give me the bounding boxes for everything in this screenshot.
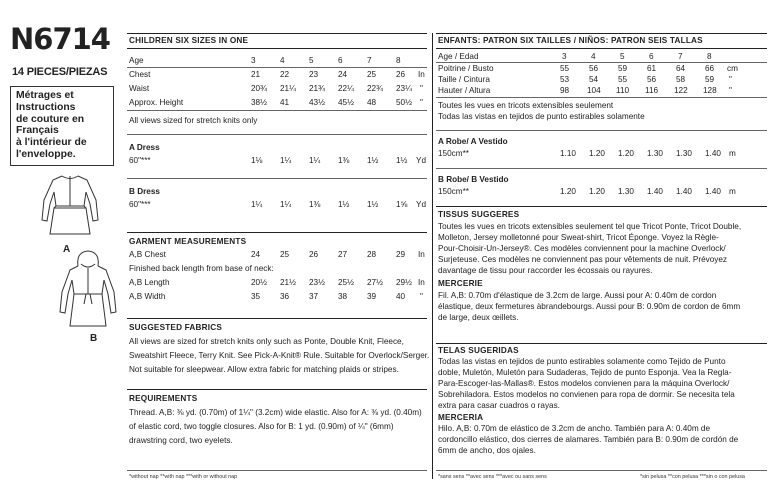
table-cell: 53 bbox=[560, 75, 570, 84]
table-cell: 20¾ bbox=[251, 84, 267, 93]
table-cell: 40 bbox=[396, 292, 406, 301]
table-cell: 25½ bbox=[338, 278, 354, 287]
table-cell: 48 bbox=[367, 98, 377, 107]
en-divider bbox=[127, 232, 427, 233]
table-unit: " bbox=[729, 75, 732, 84]
table-cell: 24 bbox=[338, 70, 348, 79]
table-cell: 55 bbox=[560, 64, 570, 73]
table-cell: 1.20 bbox=[618, 149, 634, 158]
en-dress-a-label: 60"*** bbox=[129, 156, 151, 165]
table-cell: 3 bbox=[562, 52, 567, 61]
en-dress-b-label: 60"*** bbox=[129, 200, 151, 209]
table-cell: 116 bbox=[645, 86, 659, 95]
table-cell: 1.20 bbox=[589, 149, 605, 158]
es-telas-line: doble, Muletón, Muletón para Sudaderas, Tejido de punto Esponja. Vea la Regla- bbox=[438, 368, 732, 377]
fr-divider bbox=[436, 343, 767, 344]
es-telas-line: Para-Escoger-las-Mallas®. Estos modelos convienen para la máquina Overlock/ bbox=[438, 379, 730, 388]
table-cell: 122 bbox=[674, 86, 688, 95]
en-fabrics-line: Not suitable for sleepwear. Allow extra fabric for matching plaids or stripes. bbox=[129, 365, 399, 374]
table-cell: 38 bbox=[338, 292, 348, 301]
french-box-line: Métrages et bbox=[16, 90, 74, 101]
table-cell: 35 bbox=[251, 292, 261, 301]
table-cell: 1¼ bbox=[251, 200, 263, 209]
es-stretch-note: Todas las vistas en tejidos de punto estirables solamente bbox=[438, 112, 645, 121]
table-divider bbox=[127, 67, 427, 68]
table-cell: 1.30 bbox=[676, 149, 692, 158]
table-cell: 5 bbox=[620, 52, 625, 61]
en-garment-chest-label: A,B Chest bbox=[129, 250, 166, 259]
table-cell: 4 bbox=[591, 52, 596, 61]
table-unit: " bbox=[420, 84, 423, 93]
en-requirements-title: REQUIREMENTS bbox=[129, 394, 198, 403]
table-cell: 3 bbox=[251, 56, 256, 65]
table-unit: Yd bbox=[416, 156, 427, 165]
en-garment-title: GARMENT MEASUREMENTS bbox=[129, 237, 247, 246]
table-cell: 43½ bbox=[309, 98, 325, 107]
es-telas-title: TELAS SUGERIDAS bbox=[438, 346, 519, 355]
table-cell: 23½ bbox=[309, 278, 325, 287]
table-row-label: Waist bbox=[129, 84, 150, 93]
table-cell: 22¾ bbox=[367, 84, 383, 93]
en-section-title: CHILDREN SIX SIZES IN ONE bbox=[129, 36, 249, 45]
french-box-line: l'enveloppe. bbox=[16, 148, 76, 160]
fr-dress-a-title: A Robe/ A Vestido bbox=[438, 137, 508, 146]
table-cell: 1.20 bbox=[560, 187, 576, 196]
table-unit: In bbox=[418, 70, 425, 79]
table-cell: 59 bbox=[705, 75, 715, 84]
table-cell: 1.30 bbox=[618, 187, 634, 196]
table-cell: 22¼ bbox=[338, 84, 354, 93]
fr-divider bbox=[436, 168, 767, 169]
en-divider bbox=[127, 389, 427, 390]
en-fabrics-title: SUGGESTED FABRICS bbox=[129, 323, 223, 332]
en-title-rule bbox=[127, 48, 427, 49]
table-cell: 22 bbox=[280, 70, 290, 79]
table-cell: 38½ bbox=[251, 98, 267, 107]
table-cell: 29 bbox=[396, 250, 406, 259]
es-merceria-line: 6mm de ancho, dos ojales. bbox=[438, 446, 536, 455]
table-cell: 110 bbox=[616, 86, 630, 95]
en-fabrics-line: All views are sized for stretch knits only such as Ponte, Double Knit, Fleece, bbox=[129, 337, 404, 346]
table-cell: 1¼ bbox=[309, 156, 321, 165]
fr-divider bbox=[436, 206, 767, 207]
table-cell: 26 bbox=[396, 70, 406, 79]
table-cell: 36 bbox=[280, 292, 290, 301]
fr-mercerie-line: Fil. A,B: 0.70m d'élastique de 3.2cm de large. Aussi pour A: 0.40m de cordon bbox=[438, 291, 717, 300]
table-row-label: Approx. Height bbox=[129, 98, 184, 107]
table-cell: 20½ bbox=[251, 278, 267, 287]
table-unit: " bbox=[729, 86, 732, 95]
table-row-label: Poitrine / Busto bbox=[438, 64, 494, 73]
table-unit: " bbox=[420, 98, 423, 107]
en-divider bbox=[127, 134, 427, 135]
table-row-label: Hauter / Altura bbox=[438, 86, 491, 95]
table-cell: 21¾ bbox=[309, 84, 325, 93]
table-cell: 1⅝ bbox=[396, 200, 408, 209]
table-cell: 58 bbox=[676, 75, 686, 84]
table-cell: 1½ bbox=[338, 200, 350, 209]
en-top-rule bbox=[127, 33, 427, 34]
figure-a-label: A bbox=[63, 244, 71, 255]
fr-tissus-line: Surjeteuse. Ces modèles ne conviennent pas pour vêtements de nuit. Prévoyez bbox=[438, 255, 728, 264]
table-cell: 8 bbox=[396, 56, 401, 65]
table-unit: In bbox=[418, 278, 425, 287]
table-cell: 59 bbox=[618, 64, 628, 73]
fr-tissus-title: TISSUS SUGGERES bbox=[438, 210, 520, 219]
table-cell: 56 bbox=[589, 64, 599, 73]
es-telas-line: Todas las vistas en tejidos de punto estirables solamente como Tejido de Punto bbox=[438, 357, 726, 366]
en-requirements-line: of elastic cord, two toggle closures. Also for B: 1 yd. (0.90m) of ¼" (6mm) bbox=[129, 422, 394, 431]
table-unit: cm bbox=[727, 64, 738, 73]
table-cell: 6 bbox=[338, 56, 343, 65]
table-unit: Yd bbox=[416, 200, 427, 209]
pieces-count: 14 PIECES/PIEZAS bbox=[12, 66, 108, 78]
en-divider bbox=[127, 318, 427, 319]
en-garment-width-label: A,B Width bbox=[129, 292, 166, 301]
table-cell: 1.20 bbox=[589, 187, 605, 196]
en-dress-b-title: B Dress bbox=[129, 187, 160, 196]
table-unit: In bbox=[418, 250, 425, 259]
french-box-line: Instructions bbox=[16, 101, 76, 113]
table-cell: 25 bbox=[280, 250, 290, 259]
table-cell: 1½ bbox=[367, 200, 379, 209]
en-footer-rule bbox=[127, 470, 427, 471]
fr-tissus-line: Molleton, Jersey molletonné pour Sweat-shirt, Tricot Éponge. Voyez la Règle- bbox=[438, 233, 719, 242]
column-divider bbox=[432, 33, 433, 479]
es-merceria-line: cordoncillo elástico, dos cierres de alamares. También para B: 0.90m de cordón de bbox=[438, 435, 739, 444]
table-row-label: Taille / Cintura bbox=[438, 75, 490, 84]
table-cell: 21¼ bbox=[280, 84, 296, 93]
table-cell: 29½ bbox=[396, 278, 412, 287]
fr-mercerie-title: MERCERIE bbox=[438, 279, 483, 288]
fr-tissus-line: Toutes les vues en tricots extensibles seulement tel que Tricot Ponte, Tricot Double, bbox=[438, 222, 742, 231]
french-box-line: à l'intérieur de bbox=[16, 137, 87, 149]
table-cell: 1.40 bbox=[676, 187, 692, 196]
en-requirements-line: drawstring cord, two eyelets. bbox=[129, 436, 233, 445]
fr-stretch-note: Toutes les vues en tricots extensibles seulement bbox=[438, 101, 614, 110]
table-divider bbox=[436, 62, 767, 63]
es-merceria-title: MERCERIA bbox=[438, 413, 484, 422]
fr-mercerie-line: de large, deux œillets. bbox=[438, 313, 519, 322]
table-cell: 8 bbox=[707, 52, 712, 61]
table-cell: 27 bbox=[338, 250, 348, 259]
en-table-bottom-rule bbox=[127, 110, 427, 111]
table-row-label: Age / Edad bbox=[438, 52, 479, 61]
table-cell: 5 bbox=[309, 56, 314, 65]
table-cell: 23¼ bbox=[396, 84, 412, 93]
en-divider bbox=[127, 178, 427, 179]
en-fabrics-line: Sweatshirt Fleece, Terry Knit. See Pick-A-Knit® Rule. Suitable for Overlock/Serger. bbox=[129, 351, 430, 360]
table-cell: 56 bbox=[647, 75, 657, 84]
table-cell: 25 bbox=[367, 70, 377, 79]
table-row-label: Chest bbox=[129, 70, 151, 79]
table-cell: 1½ bbox=[367, 156, 379, 165]
table-cell: 66 bbox=[705, 64, 715, 73]
en-footnote: *without nap **with nap ***with or without nap bbox=[129, 474, 238, 480]
fr-section-title: ENFANTS: PATRON SIX TAILLES / NIÑOS: PATRON SEIS TALLAS bbox=[438, 36, 703, 45]
table-cell: 23 bbox=[309, 70, 319, 79]
fr-footnote: *sans sens **avec sens ***avec ou sans sens bbox=[438, 474, 547, 480]
es-telas-line: Sobrehiladora. Estos modelos no convienen para ropa de dormir. Se necesita tela bbox=[438, 390, 735, 399]
french-box-line: de couture en bbox=[16, 113, 85, 125]
table-cell: 1.40 bbox=[647, 187, 663, 196]
fr-mercerie-line: élastique, deux fermetures àbrandebourgs. Aussi pour B: 0.90m de cordon de 6mm bbox=[438, 302, 741, 311]
table-cell: 1½ bbox=[396, 156, 408, 165]
table-row-label: Age bbox=[129, 56, 144, 65]
table-cell: 26 bbox=[309, 250, 319, 259]
table-cell: 1⅛ bbox=[251, 156, 263, 165]
table-cell: 55 bbox=[618, 75, 628, 84]
table-cell: 1¼ bbox=[280, 156, 292, 165]
fr-tissus-line: Pour-Choisir-Un-Jersey®. Ces modèles conviennent pour la machine Overlock/ bbox=[438, 244, 726, 253]
table-cell: 64 bbox=[676, 64, 686, 73]
es-telas-line: extra para casar cuadros o rayas. bbox=[438, 401, 560, 410]
fr-top-rule bbox=[436, 33, 767, 34]
table-cell: 98 bbox=[560, 86, 570, 95]
table-cell: 1.10 bbox=[560, 149, 576, 158]
fr-title-rule bbox=[436, 48, 767, 49]
figure-b-label: B bbox=[90, 333, 98, 344]
fr-footer-rule bbox=[436, 470, 767, 471]
table-cell: 7 bbox=[367, 56, 372, 65]
table-cell: 41 bbox=[280, 98, 290, 107]
table-cell: 21 bbox=[251, 70, 261, 79]
en-requirements-line: Thread. A,B: ⅜ yd. (0.70m) of 1¼" (3.2cm) wide elastic. Also for A: ⅜ yd. (0.40m) bbox=[129, 408, 422, 417]
table-cell: 50½ bbox=[396, 98, 412, 107]
table-cell: 54 bbox=[589, 75, 599, 84]
pattern-number: N6714 bbox=[10, 22, 110, 56]
table-cell: 7 bbox=[678, 52, 683, 61]
dress-a-illustration bbox=[30, 170, 110, 240]
table-cell: 37 bbox=[309, 292, 319, 301]
es-footnote: *sin pelusa **con pelusa ***sin o con pelusa bbox=[640, 474, 745, 480]
french-instructions-box bbox=[10, 86, 114, 166]
table-cell: 21½ bbox=[280, 278, 296, 287]
table-unit: m bbox=[729, 149, 736, 158]
fr-table-bottom-rule bbox=[436, 97, 767, 98]
en-dress-a-title: A Dress bbox=[129, 143, 160, 152]
fr-dress-a-label: 150cm** bbox=[438, 149, 469, 158]
table-cell: 1⅜ bbox=[338, 156, 350, 165]
table-cell: 1.40 bbox=[705, 187, 721, 196]
table-cell: 28 bbox=[367, 250, 377, 259]
table-cell: 1.30 bbox=[647, 149, 663, 158]
table-cell: 104 bbox=[587, 86, 601, 95]
en-stretch-note: All views sized for stretch knits only bbox=[129, 116, 258, 125]
dress-b-illustration bbox=[48, 250, 128, 330]
fr-dress-b-label: 150cm** bbox=[438, 187, 469, 196]
table-unit: m bbox=[729, 187, 736, 196]
en-back-length-note: Finished back length from base of neck: bbox=[129, 264, 274, 273]
table-cell: 1⅜ bbox=[309, 200, 321, 209]
fr-tissus-line: davantage de tissu pour raccorder les écossais ou rayures. bbox=[438, 266, 653, 275]
fr-divider bbox=[436, 130, 767, 131]
table-cell: 4 bbox=[280, 56, 285, 65]
table-cell: 24 bbox=[251, 250, 261, 259]
french-box-line: Français bbox=[16, 125, 59, 137]
table-cell: 45½ bbox=[338, 98, 354, 107]
table-cell: 61 bbox=[647, 64, 657, 73]
table-cell: 6 bbox=[649, 52, 654, 61]
table-cell: 1.40 bbox=[705, 149, 721, 158]
en-garment-length-label: A,B Length bbox=[129, 278, 170, 287]
table-cell: 1¼ bbox=[280, 200, 292, 209]
table-cell: 128 bbox=[703, 86, 717, 95]
fr-dress-b-title: B Robe/ B Vestido bbox=[438, 175, 509, 184]
es-merceria-line: Hilo. A,B: 0.70m de elástico de 3.2cm de ancho. También para A: 0.40m de bbox=[438, 424, 711, 433]
table-cell: 27½ bbox=[367, 278, 383, 287]
table-cell: 39 bbox=[367, 292, 377, 301]
table-unit: " bbox=[420, 292, 423, 301]
